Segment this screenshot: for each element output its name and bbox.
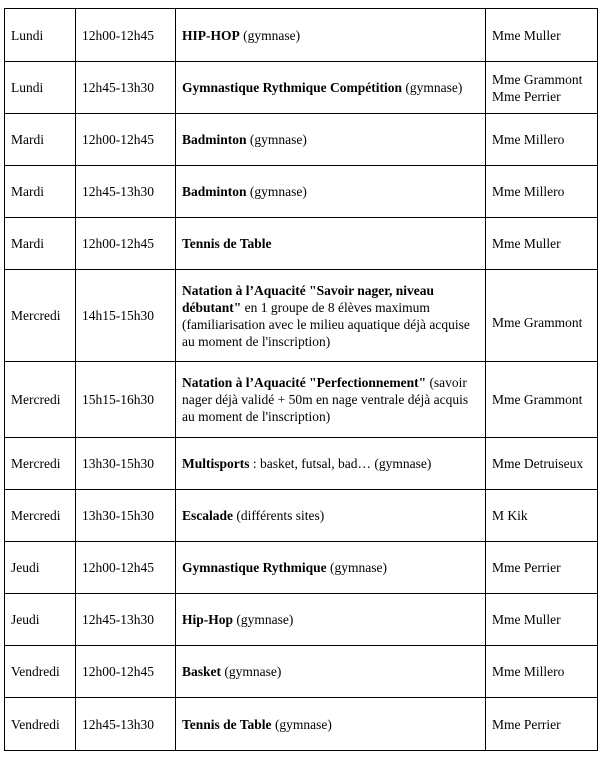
activity-name: Gymnastique Rythmique Compétition — [182, 80, 403, 95]
activity-cell — [176, 114, 486, 166]
activity-details: (gymnase) — [246, 132, 307, 147]
activity-details: (gymnase) — [221, 664, 282, 679]
activity-name: Escalade — [182, 508, 234, 523]
time-cell: 12h00-12h45 — [76, 114, 176, 166]
table-row — [5, 166, 598, 218]
activity-details: (gymnase) — [402, 80, 463, 95]
table-row — [5, 114, 598, 166]
time-cell: 12h45-13h30 — [76, 698, 176, 751]
teacher-cell: Mme Grammont — [486, 362, 598, 438]
activity-cell — [176, 646, 486, 698]
activity-cell — [176, 218, 486, 270]
activity-details: en 1 groupe de 8 élèves maximum (familiarisation avec le milieu aquatique déjà acquise au moment de l'inscription) — [182, 299, 470, 349]
table-row — [5, 438, 598, 490]
activity-cell — [176, 438, 486, 490]
table-row — [5, 490, 598, 542]
activity-cell — [176, 362, 486, 438]
teacher-cell: Mme Perrier — [486, 542, 598, 594]
table-row — [5, 62, 598, 114]
activity-cell — [176, 62, 486, 114]
day-cell: Mercredi — [5, 490, 76, 542]
teacher-cell: Mme Muller — [486, 9, 598, 62]
day-cell: Mercredi — [5, 270, 76, 362]
table-row — [5, 270, 598, 362]
teacher-cell: Mme Millero — [486, 166, 598, 218]
day-cell: Mercredi — [5, 438, 76, 490]
time-cell: 15h15-16h30 — [76, 362, 176, 438]
day-cell: Mercredi — [5, 362, 76, 438]
time-cell: 14h15-15h30 — [76, 270, 176, 362]
activity-cell — [176, 166, 486, 218]
activity-cell — [176, 698, 486, 751]
activity-cell — [176, 490, 486, 542]
day-cell: Mardi — [5, 218, 76, 270]
schedule-table — [4, 8, 598, 751]
time-cell: 12h45-13h30 — [76, 594, 176, 646]
table-row — [5, 218, 598, 270]
day-cell: Mardi — [5, 166, 76, 218]
day-cell: Vendredi — [5, 646, 76, 698]
time-cell: 12h00-12h45 — [76, 218, 176, 270]
day-cell: Lundi — [5, 62, 76, 114]
teacher-cell: Mme Muller — [486, 594, 598, 646]
activity-name: Multisports — [182, 456, 250, 471]
activity-name: Tennis de Table — [182, 716, 272, 732]
teacher-cell: Mme Grammont — [486, 270, 598, 362]
time-cell: 13h30-15h30 — [76, 490, 176, 542]
activity-name: Gymnastique Rythmique — [182, 560, 327, 575]
table-row — [5, 9, 598, 62]
teacher-cell: Mme Detruiseux — [486, 438, 598, 490]
table-row — [5, 698, 598, 751]
activity-name: Natation à l’Aquacité "Savoir nager, niveau débutant" — [182, 282, 435, 315]
activity-cell — [176, 542, 486, 594]
time-cell: 12h00-12h45 — [76, 542, 176, 594]
activity-details: (gymnase) — [239, 27, 301, 43]
activity-cell — [176, 9, 486, 62]
activity-name: Tennis de Table — [182, 236, 272, 251]
activity-name: Basket — [182, 664, 222, 679]
day-cell: Mardi — [5, 114, 76, 166]
time-cell: 12h45-13h30 — [76, 62, 176, 114]
table-row — [5, 594, 598, 646]
day-cell: Jeudi — [5, 542, 76, 594]
activity-name: HIP-HOP — [182, 27, 240, 43]
activity-details: (gymnase) — [233, 612, 294, 627]
activity-name: Badminton — [182, 132, 247, 147]
activity-details: (savoir nager déjà validé + 50m en nage ventrale déjà acquis au moment de l'inscription) — [182, 375, 469, 424]
table-row — [5, 362, 598, 438]
time-cell: 12h45-13h30 — [76, 166, 176, 218]
activity-name: Natation à l’Aquacité "Perfectionnement" — [182, 375, 427, 390]
activity-details: (différents sites) — [233, 508, 325, 523]
teacher-cell: M Kik — [486, 490, 598, 542]
activity-name: Badminton — [182, 184, 247, 199]
activity-details: (gymnase) — [246, 184, 307, 199]
table-row — [5, 542, 598, 594]
teacher-cell: Mme Muller — [486, 218, 598, 270]
teacher-cell: Mme Millero — [486, 646, 598, 698]
activity-cell — [176, 594, 486, 646]
teacher-cell: Mme Perrier — [486, 698, 598, 751]
day-cell: Jeudi — [5, 594, 76, 646]
activity-cell — [176, 270, 486, 362]
day-cell: Vendredi — [5, 698, 76, 751]
teacher-cell: Mme Millero — [486, 114, 598, 166]
time-cell: 13h30-15h30 — [76, 438, 176, 490]
time-cell: 12h00-12h45 — [76, 9, 176, 62]
teacher-cell: Mme Grammont Mme Perrier — [486, 62, 598, 114]
activity-details: : basket, futsal, bad… (gymnase) — [249, 456, 432, 471]
activity-name: Hip-Hop — [182, 612, 234, 627]
activity-details: (gymnase) — [271, 716, 332, 732]
table-row — [5, 646, 598, 698]
day-cell: Lundi — [5, 9, 76, 62]
activity-details: (gymnase) — [326, 560, 388, 575]
time-cell: 12h00-12h45 — [76, 646, 176, 698]
